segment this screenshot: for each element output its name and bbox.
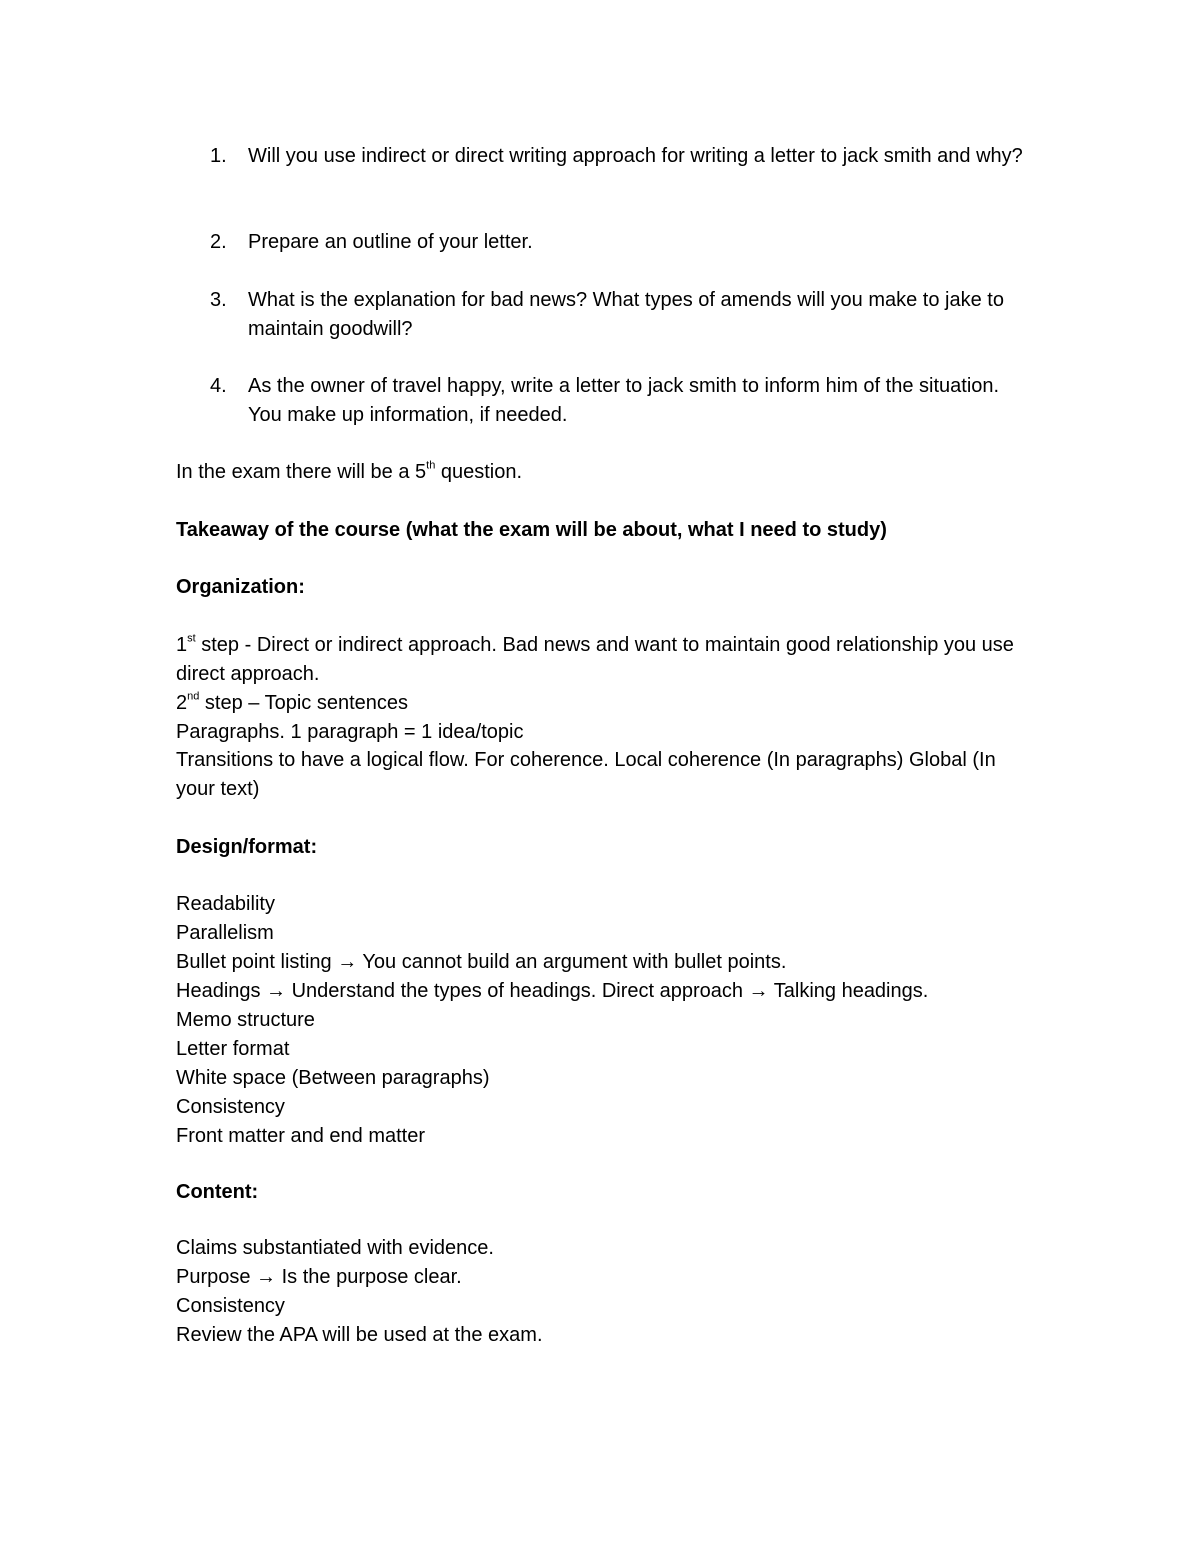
step-number: 1: [176, 634, 188, 656]
question-number: 1.: [210, 145, 227, 167]
question-text: Will you use indirect or direct writing approach for writing a letter to jack smith and why?: [248, 145, 1023, 167]
step-number: 2: [176, 692, 188, 714]
step-ordinal: nd: [187, 690, 200, 703]
list-item: Bullet point listing → You cannot build an argument with bullet points.: [176, 951, 787, 973]
exam-note-sup: th: [426, 459, 436, 472]
question-text: What is the explanation for bad news? What types of amends will you make to jake to maintain goodwill?: [248, 289, 1004, 340]
question-text: Prepare an outline of your letter.: [248, 231, 533, 253]
step-text: step – Topic sentences: [199, 692, 409, 714]
organization-step-2: [176, 689, 1036, 718]
exam-note-after: question.: [435, 461, 523, 483]
list-item: White space (Between paragraphs): [176, 1067, 490, 1089]
list-item: Consistency: [176, 1096, 285, 1118]
content-heading: Content:: [176, 1181, 259, 1203]
list-item: Letter format: [176, 1038, 290, 1060]
organization-line: Paragraphs. 1 paragraph = 1 idea/topic: [176, 721, 524, 743]
organization-line: Transitions to have a logical flow. For coherence. Local coherence (In paragraphs) Global (In your text): [176, 749, 996, 800]
question-1: [210, 142, 1030, 171]
design-heading: Design/format:: [176, 836, 318, 858]
step-ordinal: st: [187, 632, 196, 645]
question-number: 4.: [210, 375, 227, 397]
takeaway-heading: Takeaway of the course (what the exam will be about, what I need to study): [176, 519, 887, 541]
list-item: Headings → Understand the types of headings. Direct approach → Talking headings.: [176, 980, 929, 1002]
list-item: Consistency: [176, 1295, 285, 1317]
list-item: Claims substantiated with evidence.: [176, 1237, 494, 1259]
question-4: [210, 372, 1030, 430]
content-list: [176, 1234, 1036, 1350]
list-item: Parallelism: [176, 922, 274, 944]
question-2: [210, 228, 1030, 257]
question-number: 2.: [210, 231, 227, 253]
list-item: Review the APA will be used at the exam.: [176, 1324, 543, 1346]
list-item: Readability: [176, 893, 275, 915]
list-item: Memo structure: [176, 1009, 315, 1031]
organization-step-1: [176, 631, 1036, 689]
exam-note-before: In the exam there will be a 5: [176, 461, 427, 483]
question-3: [210, 286, 1030, 344]
question-number: 3.: [210, 289, 227, 311]
list-item: Purpose → Is the purpose clear.: [176, 1266, 462, 1288]
question-text: As the owner of travel happy, write a letter to jack smith to inform him of the situation. You make up information, if needed.: [248, 375, 1000, 426]
exam-note: [176, 458, 1036, 487]
design-list: [176, 890, 1036, 1151]
organization-heading: Organization:: [176, 576, 305, 598]
list-item: Front matter and end matter: [176, 1125, 426, 1147]
step-text: step - Direct or indirect approach. Bad news and want to maintain good relationship you use direct approach.: [176, 634, 1014, 685]
